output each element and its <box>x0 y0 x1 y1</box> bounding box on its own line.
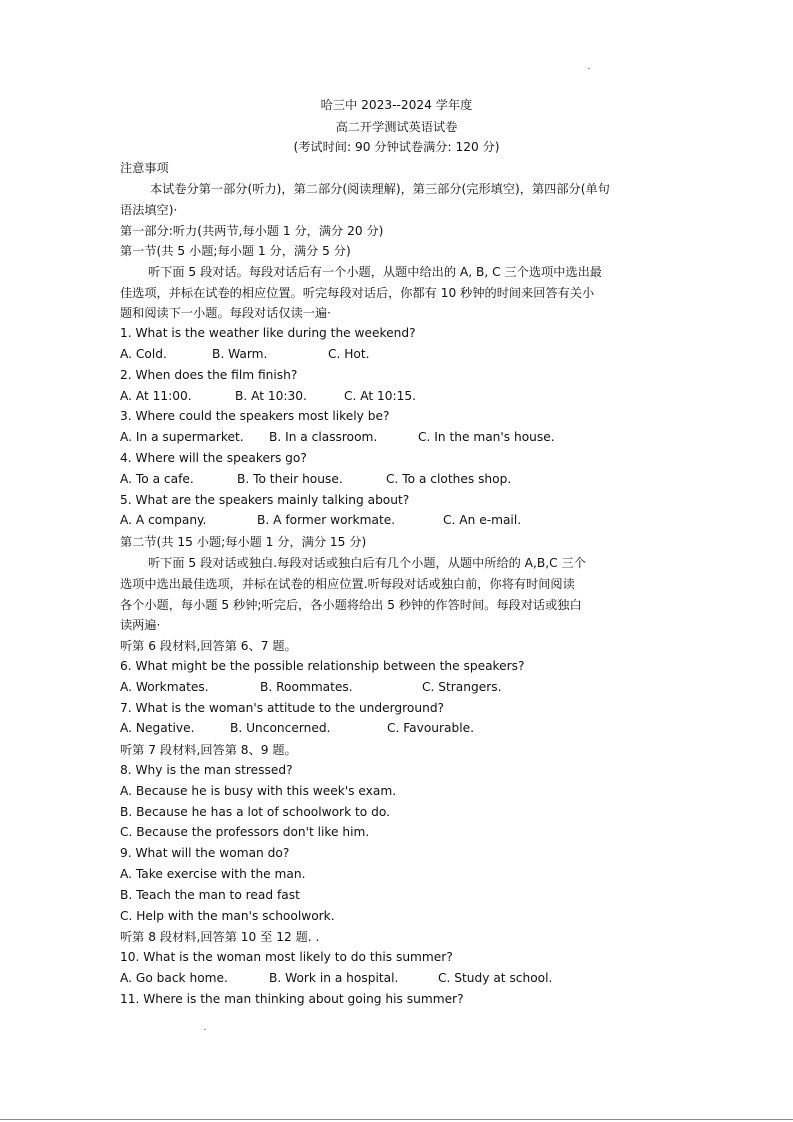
notes-text-line2: 语法填空)· <box>120 203 178 217</box>
q4-option-c: C. To a clothes shop. <box>386 472 512 486</box>
material-8-heading: 听第 8 段材料,回答第 10 至 12 题. . <box>120 930 320 944</box>
question-10: 10. What is the woman most likely to do this summer? <box>120 950 453 964</box>
q1-option-b: B. Warm. <box>212 347 268 361</box>
question-11: 11. Where is the man thinking about going his summer? <box>120 992 464 1006</box>
section1-instruction-line2: 佳选项，并标在试卷的相应位置。听完每段对话后，你都有 10 秒钟的时间来回答有关小 <box>120 286 595 300</box>
question-8: 8. Why is the man stressed? <box>120 763 293 777</box>
q9-option-b: B. Teach the man to read fast <box>120 888 300 902</box>
q9-option-c: C. Help with the man's schoolwork. <box>120 909 335 923</box>
question-2: 2. When does the film finish? <box>120 368 298 382</box>
question-1: 1. What is the weather like during the weekend? <box>120 326 416 340</box>
q7-option-b: B. Unconcerned. <box>230 721 331 735</box>
q7-option-a: A. Negative. <box>120 721 195 735</box>
page-bottom-rule <box>0 1119 793 1120</box>
q10-option-c: C. Study at school. <box>438 971 553 985</box>
section2-instruction-line3: 各个小题，每小题 5 秒钟;听完后，各小题将给出 5 秒钟的作答时间。每段对话或独白 <box>120 598 582 612</box>
q3-option-b: B. In a classroom. <box>269 430 378 444</box>
section1-instruction-line1: 听下面 5 段对话。每段对话后有一个小题，从题中给出的 A, B, C 三个选项中选出最 <box>148 265 602 279</box>
exam-title: 高二开学测试英语试卷 <box>335 120 458 134</box>
q1-option-c: C. Hot. <box>328 347 370 361</box>
section2-instruction-line2: 选项中选出最佳选项，并标在试卷的相应位置.听每段对话或独白前，你将有时间阅读 <box>120 577 575 591</box>
question-6: 6. What might be the possible relationship between the speakers? <box>120 659 525 673</box>
q6-option-c: C. Strangers. <box>422 680 502 694</box>
section2-instruction-line1: 听下面 5 段对话或独白.每段对话或独白后有几个小题，从题中所给的 A,B,C 三个 <box>148 556 586 570</box>
question-3: 3. Where could the speakers most likely be? <box>120 409 390 423</box>
q2-option-b: B. At 10:30. <box>235 389 307 403</box>
question-9: 9. What will the woman do? <box>120 846 290 860</box>
section1-instruction-line3: 题和阅读下一小题。每段对话仅读一遍· <box>120 306 332 320</box>
material-6-heading: 听第 6 段材料,回答第 6、7 题。 <box>120 639 297 653</box>
part1-title: 第一部分:听力(共两节,每小题 1 分，满分 20 分) <box>120 224 384 238</box>
school-year-title: 哈三中 2023--2024 学年度 <box>320 98 473 112</box>
section2-instruction-line4: 读两遍· <box>120 618 161 632</box>
q2-option-a: A. At 11:00. <box>120 389 192 403</box>
q2-option-c: C. At 10:15. <box>344 389 417 403</box>
notes-text-line1: 本试卷分第一部分(听力)，第二部分(阅读理解)，第三部分(完形填空)，第四部分(单句 <box>150 182 610 196</box>
exam-time-score: (考试时间: 90 分钟试卷满分: 120 分) <box>293 140 500 154</box>
notes-title: 注意事项 <box>120 161 169 175</box>
q4-option-b: B. To their house. <box>237 472 343 486</box>
material-7-heading: 听第 7 段材料,回答第 8、9 题。 <box>120 743 297 757</box>
q6-option-b: B. Roommates. <box>260 680 353 694</box>
section2-title: 第二节(共 15 小题;每小题 1 分，满分 15 分) <box>120 535 367 549</box>
section1-title: 第一节(共 5 小题;每小题 1 分，满分 5 分) <box>120 244 351 258</box>
question-4: 4. Where will the speakers go? <box>120 451 307 465</box>
question-5: 5. What are the speakers mainly talking about? <box>120 493 410 507</box>
scan-speck <box>204 1029 206 1030</box>
q8-option-a: A. Because he is busy with this week's exam. <box>120 784 397 798</box>
q7-option-c: C. Favourable. <box>387 721 474 735</box>
q3-option-a: A. In a supermarket. <box>120 430 244 444</box>
q10-option-a: A. Go back home. <box>120 971 228 985</box>
q5-option-c: C. An e-mail. <box>443 513 522 527</box>
q10-option-b: B. Work in a hospital. <box>269 971 399 985</box>
q9-option-a: A. Take exercise with the man. <box>120 867 306 881</box>
q3-option-c: C. In the man's house. <box>418 430 555 444</box>
q5-option-a: A. A company. <box>120 513 207 527</box>
q1-option-a: A. Cold. <box>120 347 167 361</box>
q5-option-b: B. A former workmate. <box>257 513 396 527</box>
q8-option-c: C. Because the professors don't like him. <box>120 825 370 839</box>
q4-option-a: A. To a cafe. <box>120 472 194 486</box>
question-7: 7. What is the woman's attitude to the underground? <box>120 701 445 715</box>
q6-option-a: A. Workmates. <box>120 680 209 694</box>
scan-speck <box>588 68 590 69</box>
q8-option-b: B. Because he has a lot of schoolwork to do. <box>120 805 390 819</box>
